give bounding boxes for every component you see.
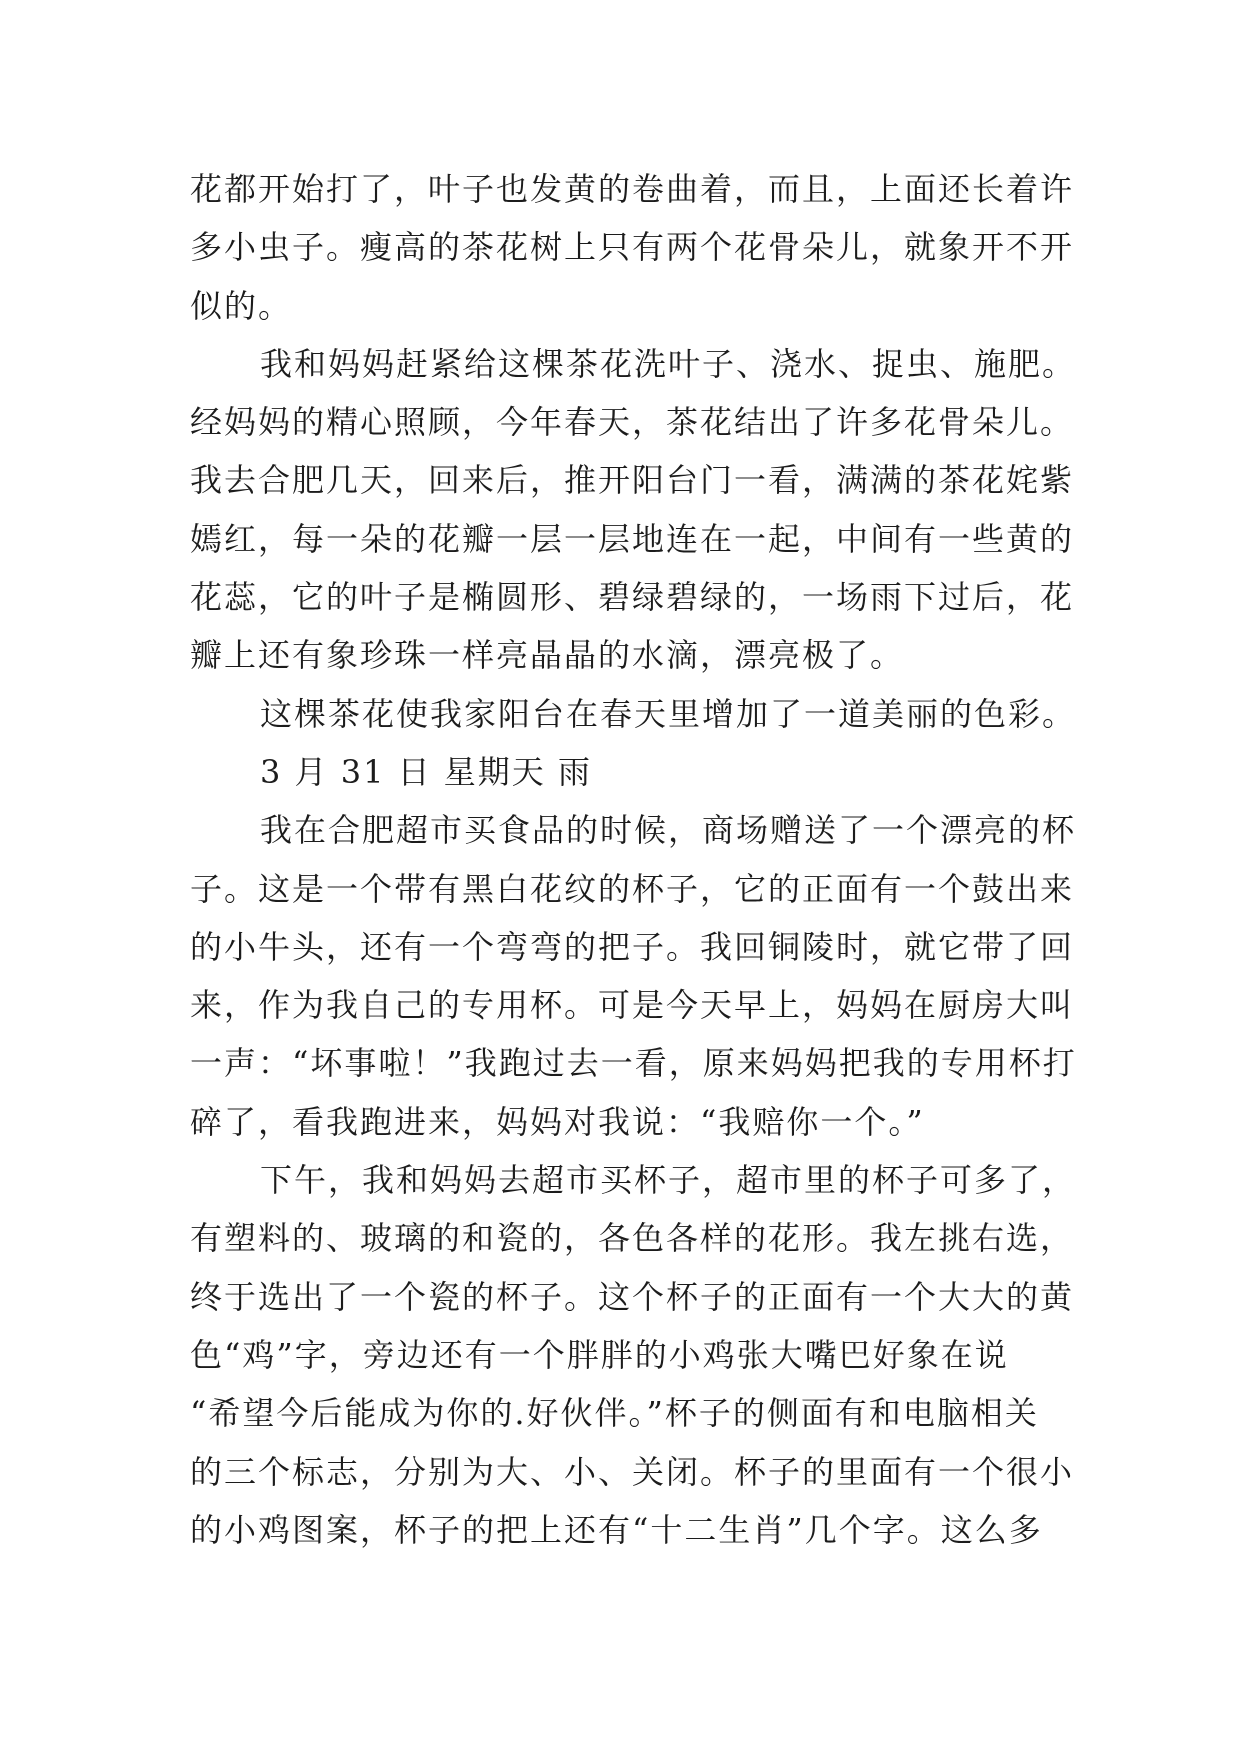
text-line: 这棵茶花使我家阳台在春天里增加了一道美丽的色彩。 xyxy=(260,694,1077,733)
text-line: 有塑料的、玻璃的和瓷的，各色各样的花形。我左挑右选， xyxy=(190,1219,1075,1258)
text-line: 我去合肥几天，回来后，推开阳台门一看，满满的茶花姹紫 xyxy=(190,461,1075,500)
text-line: 一声：“坏事啦！”我跑过去一看，原来妈妈把我的专用杯打 xyxy=(190,1044,1077,1083)
text-line: 多小虫子。瘦高的茶花树上只有两个花骨朵儿，就象开不开 xyxy=(190,228,1075,267)
text-line: 的小牛头，还有一个弯弯的把子。我回铜陵时，就它带了回 xyxy=(190,927,1075,966)
text-line: 我和妈妈赶紧给这棵茶花洗叶子、浇水、捉虫、施肥。 xyxy=(260,344,1077,383)
text-line: 碎了，看我跑进来，妈妈对我说：“我赔你一个。” xyxy=(190,1102,925,1141)
text-line: 的三个标志，分别为大、小、关闭。杯子的里面有一个很小 xyxy=(190,1452,1075,1491)
text-line: 3 月 31 日 星期天 雨 xyxy=(260,752,592,791)
text-line: 终于选出了一个瓷的杯子。这个杯子的正面有一个大大的黄 xyxy=(190,1277,1075,1316)
text-line: 我在合肥超市买食品的时候，商场赠送了一个漂亮的杯 xyxy=(260,811,1077,850)
text-line: 色“鸡”字，旁边还有一个胖胖的小鸡张大嘴巴好象在说 xyxy=(190,1335,1009,1374)
document-body xyxy=(190,160,1077,1559)
text-line: 的小鸡图案，杯子的把上还有“十二生肖”几个字。这么多 xyxy=(190,1510,1043,1549)
text-line: 来，作为我自己的专用杯。可是今天早上，妈妈在厨房大叫 xyxy=(190,986,1075,1025)
text-line: “希望今后能成为你的.好伙伴。”杯子的侧面有和电脑相关 xyxy=(190,1394,1039,1433)
text-line: 下午，我和妈妈去超市买杯子，超市里的杯子可多了， xyxy=(260,1161,1077,1200)
text-line: 瓣上还有象珍珠一样亮晶晶的水滴，漂亮极了。 xyxy=(190,636,905,675)
text-line: 花都开始打了，叶子也发黄的卷曲着，而且，上面还长着许 xyxy=(190,170,1075,208)
text-line: 嫣红，每一朵的花瓣一层一层地连在一起，中间有一些黄的 xyxy=(190,519,1075,558)
text-line: 花蕊，它的叶子是椭圆形、碧绿碧绿的，一场雨下过后，花 xyxy=(190,578,1075,617)
text-line: 似的。 xyxy=(190,286,293,325)
text-line: 子。这是一个带有黑白花纹的杯子，它的正面有一个鼓出来 xyxy=(190,869,1075,908)
text-line: 经妈妈的精心照顾，今年春天，茶花结出了许多花骨朵儿。 xyxy=(190,403,1075,442)
